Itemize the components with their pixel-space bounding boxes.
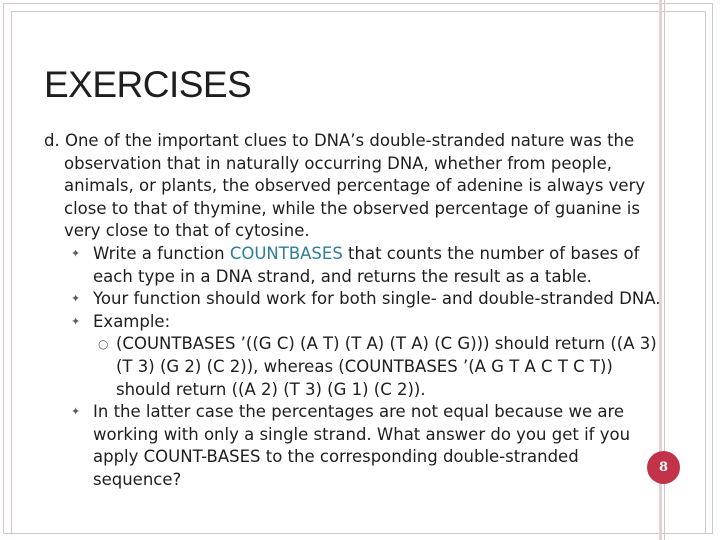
bullet-item-countbases (44, 243, 664, 288)
sub-bullet-item-example (44, 333, 664, 401)
bullet-icon: ✦ (71, 314, 81, 328)
function-name-highlight: COUNTBASES (229, 243, 343, 263)
page-number-badge: 8 (647, 451, 680, 484)
bullet-text-suffix: that counts the number of bases of each type in a DNA strand, and returns the result as a table. (93, 243, 640, 286)
bullet-text: Your function should work for both single- and double-stranded DNA. (93, 289, 661, 309)
bullet-text-prefix: Write a function (93, 243, 230, 263)
bullet-text: In the latter case the percentages are not equal because we are working with only a single strand. What answer do you get if you apply COUNT-BASES to the corresponding double-stranded sequence? (93, 402, 631, 489)
slide-body (44, 130, 664, 492)
sub-bullet-text: (COUNTBASES ’((G C) (A T) (T A) (T A) (C G))) should return ((A 3) (T 3) (G 2) (C 2)), whereas (COUNTBASES ’(A G T A C T C T)) should return ((A 2) (T 3) (G 1) (C 2)). (116, 334, 657, 399)
intro-paragraph: d. One of the important clues to DNA’s double-stranded nature was the observation that in naturally occurring DNA, whether from people, animals, or plants, the observed percentage of adenine is always very close to that of thymine, while the observed percentage of guanine is very close to that of cytosine. (44, 131, 646, 241)
bullet-icon: ✦ (71, 405, 81, 419)
bullet-item-latter-case (44, 401, 664, 491)
bullet-text: Example: (93, 311, 171, 331)
bullet-item-single-double (44, 288, 664, 311)
slide-title: EXERCISES (44, 64, 252, 105)
bullet-icon: ✦ (71, 246, 81, 260)
bullet-item-example (44, 311, 664, 334)
bullet-icon: ✦ (71, 292, 81, 306)
sub-bullet-circle-icon: ○ (98, 337, 109, 352)
